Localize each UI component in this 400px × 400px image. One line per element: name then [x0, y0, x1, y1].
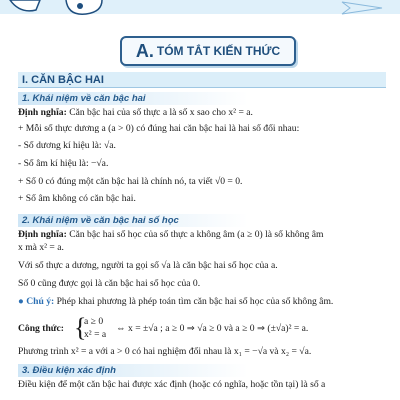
text-line: Với số thực a dương, người ta gọi số √a là căn bậc hai số học của a.: [18, 260, 278, 271]
definition-line: [18, 107, 386, 119]
note-bullet-icon: ●: [18, 296, 24, 307]
text-line: - Số dương kí hiệu là: √a.: [18, 140, 116, 151]
formula-label: Công thức:: [18, 323, 64, 334]
subsection-title-2: 2. Khái niệm về căn bậc hai số học: [18, 214, 248, 227]
formula-system: [84, 315, 106, 341]
section-heading-box: [120, 36, 296, 66]
note-label: Chú ý:: [26, 296, 55, 307]
text-line: + Số âm không có căn bậc hai.: [18, 193, 136, 204]
definition-label: Định nghĩa:: [18, 229, 67, 240]
text-line: Số 0 cũng được gọi là căn bậc hai số học của 0.: [18, 278, 201, 289]
definition-line: [18, 229, 386, 241]
text-line: + Số 0 có đúng một căn bậc hai là chính nó, ta viết √0 = 0.: [18, 176, 243, 187]
definition-text: Căn bậc hai của số thực a là số x sao cho x² = a.: [66, 107, 253, 118]
brace-icon: {: [74, 313, 87, 342]
text-line: x mà x² = a.: [18, 242, 64, 253]
formula-block: [18, 313, 386, 345]
paper-plane-icon: [332, 0, 392, 16]
section-title: I. CĂN BẬC HAI: [18, 72, 386, 88]
text-line: - Số âm kí hiệu là: −√a.: [18, 158, 109, 169]
text-line: + Mỗi số thực dương a (a > 0) có đúng hai căn bậc hai là hai số đối nhau:: [18, 123, 300, 134]
mascot-illustration: [6, 0, 116, 18]
formula-equation: x² = a: [84, 329, 107, 340]
text-line: Điều kiện để một căn bậc hai được xác định (hoặc có nghĩa, hoặc tồn tại) là số a: [18, 379, 326, 390]
definition-label: Định nghĩa:: [18, 107, 67, 118]
note-line: [18, 296, 386, 308]
formula-condition: a ≥ 0: [84, 316, 104, 327]
definition-text: Căn bậc hai số học của số thực a không âm (a ≥ 0) là số không âm: [66, 229, 324, 240]
note-text: Phép khai phương là phép toán tìm căn bậc hai số học của số không âm.: [54, 296, 334, 307]
subsection-title-1: 1. Khái niệm về căn bậc hai: [18, 92, 248, 105]
heading-title: TÓM TẮT KIẾN THỨC: [156, 44, 281, 58]
formula-rest: ⇔ x = ±√a ; a ≥ 0 ⇒ √a ≥ 0 và a ≥ 0 ⇒ (±√a)² = a.: [116, 323, 309, 334]
text-line: Phương trình x² = a với a > 0 có hai nghiệm đối nhau là x₁ = −√a và x₂ = √a.: [18, 346, 312, 357]
subsection-title-3: 3. Điều kiện xác định: [18, 364, 248, 377]
heading-letter: A.: [135, 40, 154, 61]
